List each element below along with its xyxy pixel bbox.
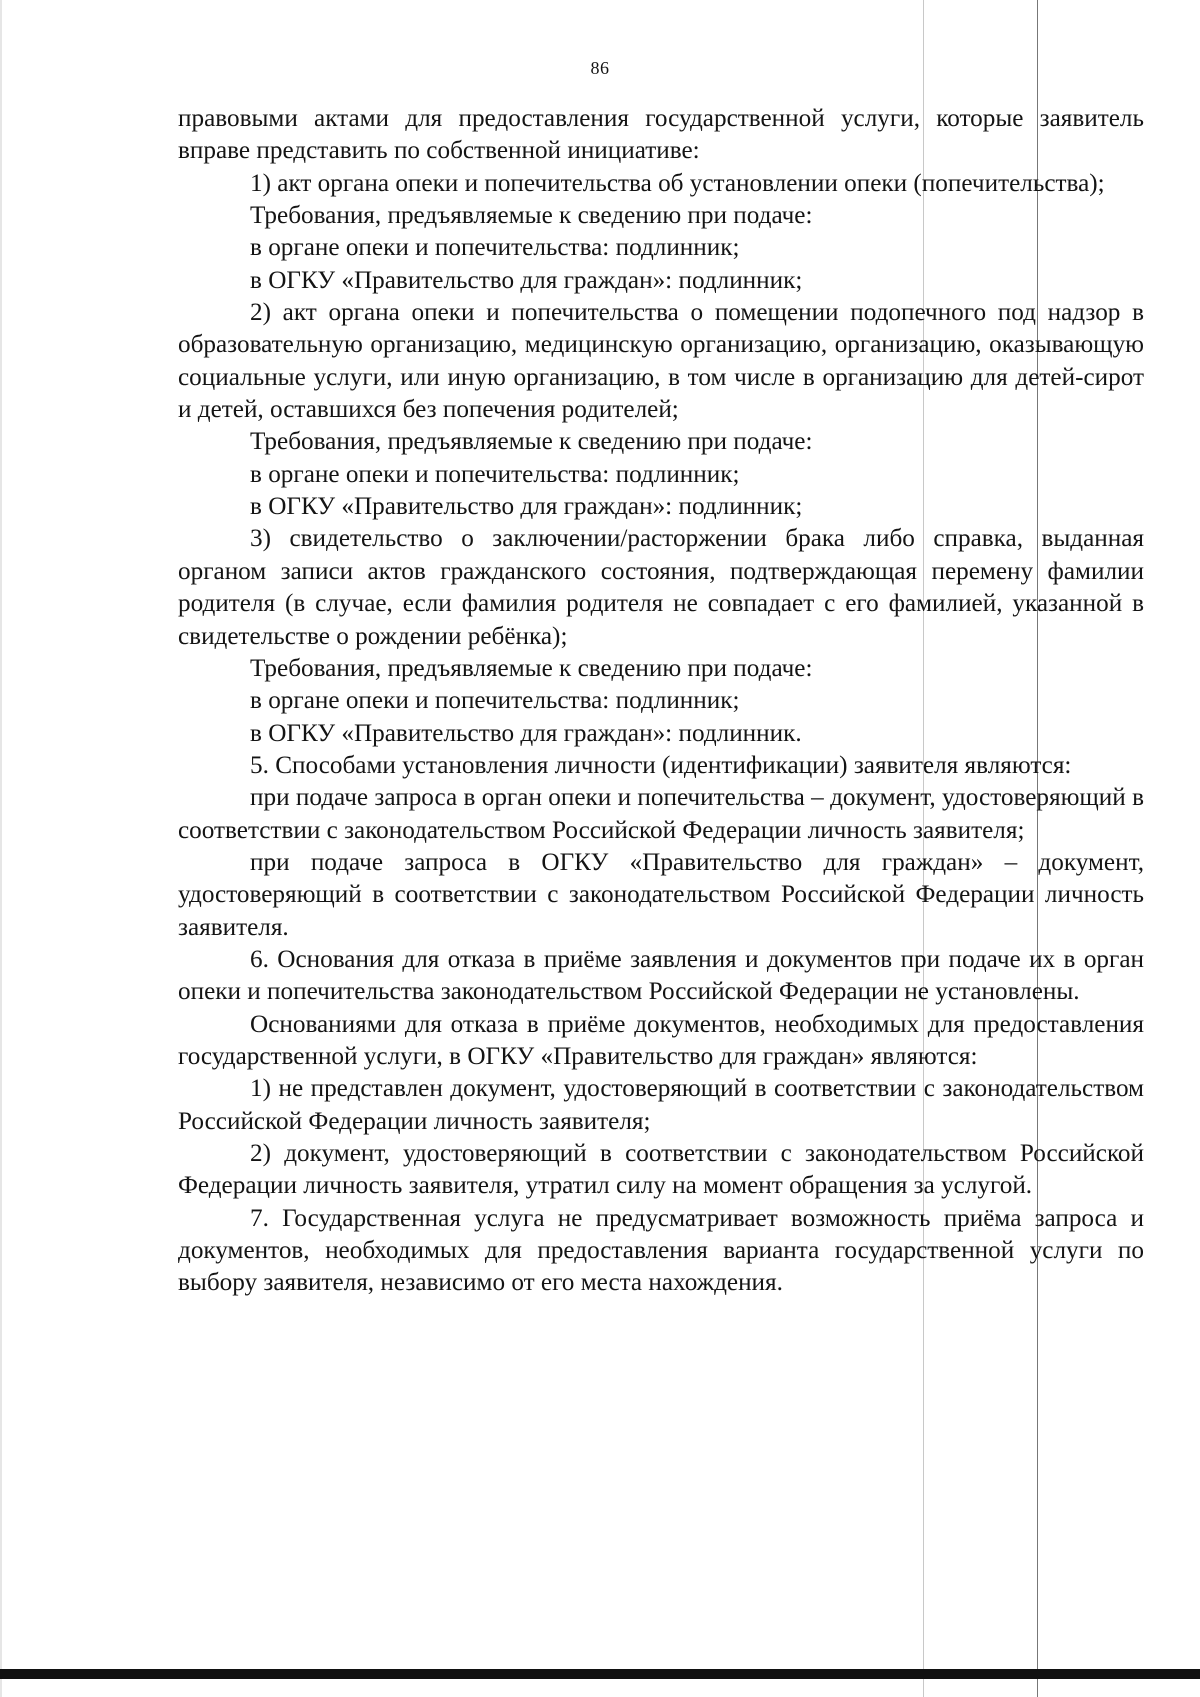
paragraph: в органе опеки и попечительства: подлинник; — [250, 460, 740, 488]
scan-left-edge — [0, 0, 2, 1697]
paragraph: 7. Государственная услуга не предусматривает возможность приёма запроса и документов, необходимых для предоставления варианта государственной услуги по выбору заявителя, независимо от его места нахождения. — [178, 1204, 1144, 1297]
paragraph: правовыми актами для предоставления государственной услуги, которые заявитель вправе представить по собственной инициативе: — [178, 105, 1144, 165]
paragraph: при подаче запроса в ОГКУ «Правительство для граждан» – документ, удостоверяющий в соответствии с законодательством Российской Федерации личность заявителя. — [178, 848, 1144, 941]
paragraph: 1) не представлен документ, удостоверяющий в соответствии с законодательством Российской Федерации личность заявителя; — [178, 1075, 1144, 1135]
paragraph: Требования, предъявляемые к сведению при подаче: — [250, 202, 813, 230]
paragraph: 1) акт органа опеки и попечительства об установлении опеки (попечительства); — [250, 169, 1105, 197]
paragraph: 2) документ, удостоверяющий в соответствии с законодательством Российской Федерации личность заявителя, утратил силу на момент обращения за услугой. — [178, 1140, 1144, 1200]
paragraph: Требования, предъявляемые к сведению при подаче: — [250, 654, 813, 682]
paragraph: Требования, предъявляемые к сведению при подаче: — [250, 428, 813, 456]
paragraph: 3) свидетельство о заключении/расторжении брака либо справка, выданная органом записи актов гражданского состояния, подтверждающая перемену фамилии родителя (в случае, если фамилия родителя не совпадает с его фамилией, указанной в свидетельстве о рождении ребёнка); — [178, 525, 1144, 650]
paragraph: в органе опеки и попечительства: подлинник; — [250, 687, 740, 715]
page-number: 86 — [590, 58, 610, 78]
paragraph: в ОГКУ «Правительство для граждан»: подлинник; — [250, 266, 803, 294]
paragraph: при подаче запроса в орган опеки и попечительства – документ, удостоверяющий в соответствии с законодательством Российской Федерации личность заявителя; — [178, 784, 1144, 844]
paragraph: в ОГКУ «Правительство для граждан»: подлинник. — [250, 719, 802, 747]
paragraph: в органе опеки и попечительства: подлинник; — [250, 234, 740, 262]
paragraph: 2) акт органа опеки и попечительства о помещении подопечного под надзор в образовательную организацию, медицинскую организацию, организацию, оказывающую социальные услуги, или иную организацию, в том числе в организацию для детей-сирот и детей, оставшихся без попечения родителей; — [178, 299, 1144, 424]
paragraph: 5. Способами установления личности (идентификации) заявителя являются: — [250, 751, 1072, 779]
document-body — [178, 103, 1144, 1300]
paragraph: 6. Основания для отказа в приёме заявления и документов при подаче их в орган опеки и попечительства законодательством Российской Федерации не установлены. — [178, 945, 1144, 1006]
paragraph: в ОГКУ «Правительство для граждан»: подлинник; — [250, 493, 803, 521]
paragraph: Основаниями для отказа в приёме документов, необходимых для предоставления государственной услуги, в ОГКУ «Правительство для граждан» являются: — [178, 1010, 1144, 1070]
scan-bottom-border — [0, 1669, 1200, 1679]
